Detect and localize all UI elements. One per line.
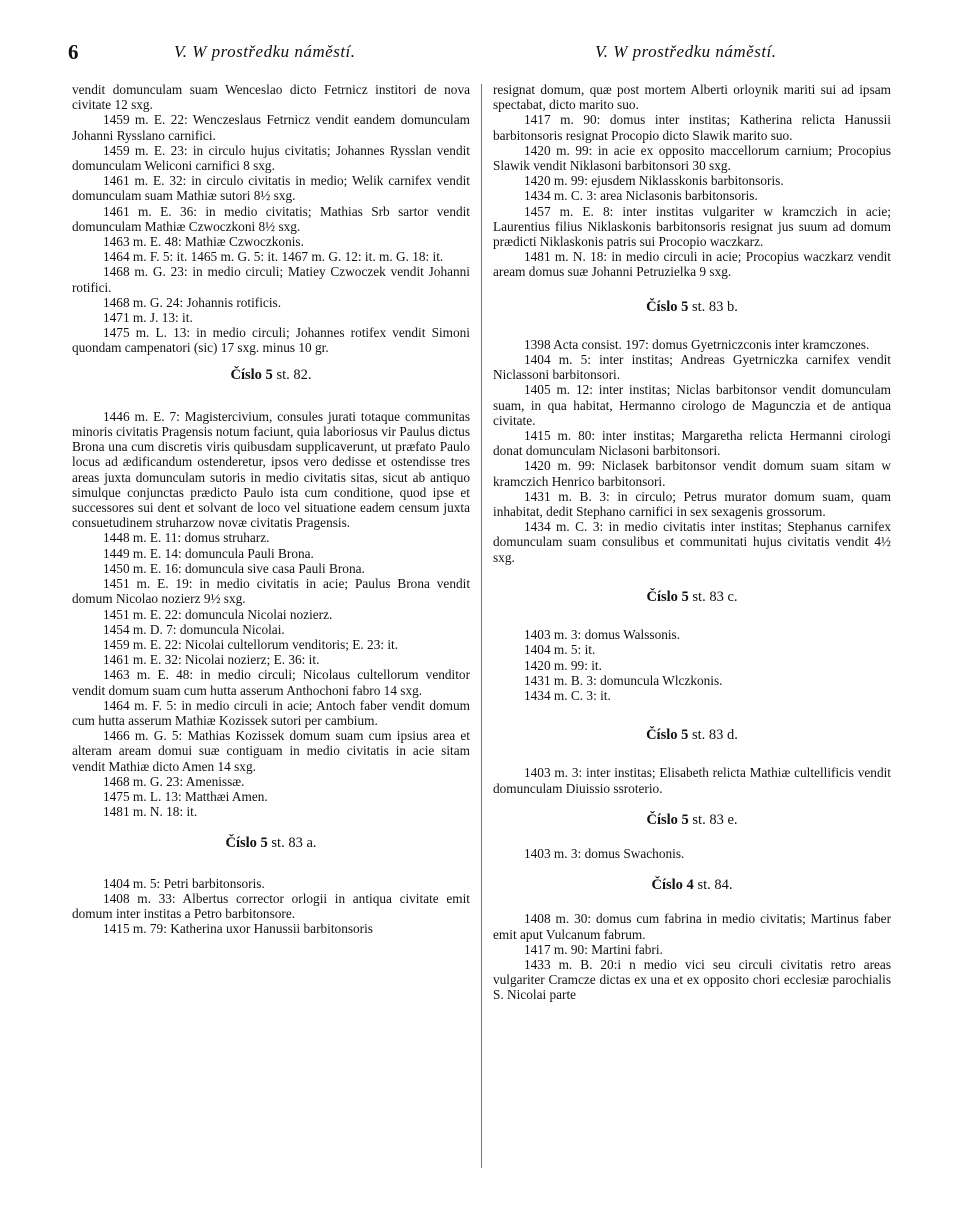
entry-text: in medio civitatis in acie; Paulus Brona vendit domum Nicolao nozierz 9½ sxg. (72, 576, 471, 607)
entry-text: domus cum fabrina in medio civitatis; Martinus faber emit aput Vulcanum fabrum. (493, 911, 891, 942)
entry-text: it. (581, 642, 596, 658)
heading-suffix: st. 83 d. (688, 727, 738, 744)
entry-reference: 1431 m. B. 3: (524, 672, 597, 688)
entry-text: domuncula sive casa Pauli Brona. (181, 560, 365, 576)
entry-paragraph (72, 876, 470, 891)
entry-text: inter institas; Niclas barbitonsor vendit domunculam suam, in qua habitat, Hermanno cirologo de Magunczia et de antiqua civitate. (493, 382, 891, 428)
section-heading (493, 728, 891, 743)
entry-paragraph (72, 82, 470, 112)
entry-paragraph (493, 942, 891, 957)
heading-suffix: st. 84. (693, 877, 733, 894)
entry-paragraph (72, 264, 470, 294)
entry-text: it. (178, 310, 193, 326)
section-heading (493, 878, 891, 893)
entry-paragraph (493, 112, 891, 142)
entry-text: Albertus corrector orlogii in antiqua civitate emit domum inter institas a Petro barbitonsore. (72, 890, 470, 921)
entry-reference: 1451 m. E. 19: (103, 576, 193, 592)
entry-paragraph (72, 789, 470, 804)
entry-reference: 1468 m. G. 23: (103, 264, 188, 280)
entry-reference: 1434 m. C. 3: (524, 519, 604, 535)
entry-text: it. 1465 m. G. 5: it. 1467 m. G. 12: it. m. G. 18: it. (173, 249, 444, 265)
heading-number: Číslo 5 (646, 298, 689, 315)
entry-reference: 1459 m. E. 22: (103, 636, 182, 652)
entry-reference: 1451 m. E. 22: (103, 606, 182, 622)
entry-reference: 1481 m. N. 18: (524, 249, 608, 265)
entry-paragraph (493, 658, 891, 673)
entry-reference: 1398 Acta consist. 197: (524, 336, 649, 352)
entry-paragraph (72, 546, 470, 561)
entry-text: in circulo; Petrus murator domum suam, quam inhabitat, dedit Stephano carnifici in sex sexagenis grossorum. (493, 488, 891, 520)
entry-text: domus Swachonis. (581, 845, 685, 861)
entry-reference: 1481 m. N. 18: (103, 804, 184, 820)
entry-paragraph (493, 188, 891, 203)
section-heading (493, 813, 891, 828)
entry-text: Johannis rotificis. (183, 294, 282, 310)
entry-text: area Niclasonis barbitonsoris. (596, 188, 758, 204)
entry-paragraph (72, 561, 470, 576)
entry-text: in medio circuli in acie; Antoch faber vendit domum cum hutta asserum Mathiæ Kozissek sutori per cambium. (72, 697, 471, 728)
entry-reference: 1449 m. E. 14: (103, 545, 182, 561)
section-heading (72, 368, 470, 383)
entry-text: in circulo hujus civitatis; Johannes Rysslan vendit domunculam Weliconi carnifici 8 sxg. (72, 142, 470, 174)
entry-text: inter institas vulgariter w kramczich in acie; Laurentius filius Niklaskonis barbitonsoris resignat jus suum ad domum prædicti Niklaskonis patris sui Procopio waczkarz. (493, 203, 891, 250)
entry-text: in acie ex opposito maccellorum carnium; Procopius Slawik vendit Niklasoni barbitonsori 30 sxg. (493, 142, 891, 174)
entry-text: inter institas; Andreas Gyetrniczka carnifex vendit Niclassoni barbitonsori. (493, 352, 891, 383)
entry-paragraph (493, 957, 891, 1003)
entry-reference: 1434 m. C. 3: (524, 188, 597, 204)
entry-text: it. (183, 804, 198, 820)
column-divider (481, 84, 482, 1168)
entry-reference: 1417 m. 90: (524, 112, 601, 128)
entry-reference: 1468 m. G. 24: (103, 294, 184, 310)
entry-text: Petri barbitonsoris. (160, 875, 265, 891)
heading-suffix: st. 83 a. (267, 835, 317, 852)
entry-paragraph (72, 143, 470, 173)
entry-reference: 1457 m. E. 8: (524, 203, 614, 219)
entry-text: inter institas; Margaretha relicta Hermanni cirologi donat domunculam Niclasoni barbitonsori. (493, 428, 891, 459)
entry-reference: 1433 m. B. 20: (524, 956, 618, 972)
entry-reference: 1420 m. 99: (524, 173, 588, 189)
entry-text: in medio circuli; Nicolaus cultellorum venditor vendit domum suam cum hutta asserum Anthochoni fabro 14 sxg. (72, 667, 470, 698)
entry-reference: 1417 m. 90: (524, 941, 588, 957)
entry-paragraph (72, 295, 470, 310)
entry-reference: 1408 m. 33: (103, 890, 176, 906)
entry-reference: 1450 m. E. 16: (103, 560, 182, 576)
heading-number: Číslo 5 (646, 727, 689, 744)
entry-reference: 1431 m. B. 3: (524, 488, 610, 504)
entry-paragraph (72, 652, 470, 667)
entry-reference: 1404 m. 5: (524, 642, 582, 658)
entry-reference: 1403 m. 3: (524, 627, 582, 643)
heading-suffix: st. 82. (272, 366, 312, 383)
running-head-left: V. W prostředku náměstí. (174, 42, 356, 61)
entry-paragraph (72, 112, 470, 142)
heading-suffix: st. 83 e. (688, 811, 738, 828)
entry-text: Niclasek barbitonsor vendit domum suam sitam w kramczich Henrico barbitonsori. (493, 458, 891, 489)
entry-reference: 1461 m. E. 32: (103, 652, 182, 668)
entry-text: in medio circuli in acie; Procopius waczkarz vendit aream domus suæ Johanni Petruzielka 9 sxg. (493, 249, 891, 280)
entry-text: vendit domunculam suam Wenceslao dicto Fetrnicz institori de nova civitate 12 sxg. (72, 82, 470, 113)
entry-paragraph (72, 698, 470, 728)
running-header (68, 40, 892, 70)
entry-paragraph (493, 82, 891, 112)
heading-number: Číslo 5 (646, 811, 689, 828)
section-heading (493, 590, 891, 605)
entry-paragraph (72, 310, 470, 325)
entry-text: domus inter institas; Katherina relicta Hanussii barbitonsoris resignat Procopio dicto Slawik marito suo. (493, 112, 891, 143)
entry-reference: 1464 m. F. 5: (103, 697, 177, 713)
entry-reference: 1459 m. E. 23: (103, 142, 188, 158)
entry-paragraph (72, 204, 470, 234)
entry-paragraph (72, 637, 470, 652)
entry-reference: 1475 m. L. 13: (103, 788, 182, 804)
heading-number: Číslo 4 (651, 877, 694, 894)
entry-text: Mathiæ Czwoczkonis. (181, 234, 304, 250)
entry-text: domus Gyetrniczconis inter kramczones. (648, 336, 870, 352)
entry-paragraph (72, 234, 470, 249)
entry-text: it. (596, 687, 611, 703)
entry-reference: 1461 m. E. 36: (103, 203, 197, 219)
entry-paragraph (493, 688, 891, 703)
entry-reference: 1463 m. E. 48: (103, 667, 194, 683)
entry-reference: 1464 m. F. 5: (103, 249, 174, 265)
entry-text: Nicolai nozierz; E. 36: it. (181, 652, 320, 668)
entry-text: in circulo civitatis in medio; Welik carnifex vendit domunculam suam Mathiæ sutori 8½ sxg. (72, 173, 470, 204)
entry-paragraph (493, 204, 891, 250)
entry-reference: 1404 m. 5: (524, 352, 591, 368)
entry-text: domuncula Nicolai nozierz. (181, 606, 333, 622)
heading-suffix: st. 83 c. (688, 588, 738, 605)
entry-reference: 1471 m. J. 13: (103, 310, 179, 326)
entry-paragraph (72, 728, 470, 774)
entry-paragraph (493, 428, 891, 458)
entry-paragraph (493, 846, 891, 861)
entry-reference: 1403 m. 3: (524, 845, 582, 861)
entry-reference: 1415 m. 79: (103, 921, 167, 937)
page-number: 6 (68, 40, 79, 64)
running-head-right: V. W prostředku náměstí. (595, 42, 777, 61)
entry-paragraph (493, 173, 891, 188)
entry-paragraph (493, 642, 891, 657)
entry-paragraph (493, 489, 891, 519)
entry-paragraph (493, 673, 891, 688)
section-heading (72, 836, 470, 851)
entry-text: it. (587, 657, 602, 673)
entry-paragraph (493, 519, 891, 565)
entry-paragraph (72, 576, 470, 606)
entry-text: domuncula Nicolai. (176, 621, 285, 637)
entry-reference: 1404 m. 5: (103, 875, 161, 891)
entry-paragraph (72, 774, 470, 789)
entry-reference: 1403 m. 3: (524, 765, 583, 781)
heading-suffix: st. 83 b. (688, 298, 738, 315)
entry-paragraph (493, 458, 891, 488)
entry-text: domus struharz. (181, 530, 270, 546)
entry-paragraph (72, 173, 470, 203)
entry-text: Wenczeslaus Fetrnicz vendit eandem domunculam Johanni Rysslano carnifici. (72, 112, 470, 143)
entry-reference: 1415 m. 80: (524, 428, 596, 444)
entry-text: Amenissæ. (183, 773, 245, 789)
entry-text: inter institas; Elisabeth relicta Mathiæ cultellificis vendit domunculam Diuissio ssroterio. (493, 765, 891, 796)
entry-reference: 1446 m. E. 7: (103, 408, 180, 424)
left-column (72, 82, 470, 936)
entry-paragraph (493, 911, 891, 941)
entry-text: resignat domum, quæ post mortem Alberti orloynik mariti sui ad ipsam spectabat, dicto marito suo. (493, 82, 891, 113)
right-column (493, 82, 891, 1003)
entry-paragraph (493, 337, 891, 352)
entry-paragraph (493, 765, 891, 795)
entry-text: domus Walssonis. (581, 627, 681, 643)
entry-paragraph (493, 143, 891, 173)
entry-paragraph (72, 607, 470, 622)
entry-text: Martini fabri. (587, 941, 663, 957)
entry-text: in medio circuli; Johannes rotifex vendit Simoni quondam campenatori (sic) 17 sxg. minus 10 gr. (72, 325, 470, 356)
entry-reference: 1461 m. E. 32: (103, 173, 187, 189)
entry-reference: 1459 m. E. 22: (103, 112, 188, 128)
entry-reference: 1420 m. 99: (524, 657, 588, 673)
entry-text: in medio civitatis; Mathias Srb sartor vendit domunculam Mathiæ Czwoczkoni 8½ sxg. (72, 203, 471, 234)
entry-reference: 1468 m. G. 23: (103, 773, 184, 789)
entry-reference: 1408 m. 30: (524, 911, 592, 927)
heading-number: Číslo 5 (230, 366, 273, 383)
entry-paragraph (493, 352, 891, 382)
entry-text: i n medio vici seu circuli civitatis retro areas vulgariter Cramcze dictas ex una et ex opposito chori ecclesiæ parochialis S. Nicolai parte (493, 956, 891, 1003)
entry-paragraph (72, 804, 470, 819)
entry-paragraph (72, 921, 470, 936)
entry-reference: 1405 m. 12: (524, 382, 593, 398)
heading-number: Číslo 5 (225, 835, 268, 852)
entry-text: in medio civitatis inter institas; Stephanus carnifex domunculam suam consulibus et communitati hujus civitatis vendit 4½ sxg. (493, 519, 891, 565)
entry-text: Mathias Kozissek domum suam cum ipsius area et alteram aream domui suæ contiguam in medio civitatis in acie sitam vendit Mathiæ dicto Amen 14 sxg. (72, 728, 470, 774)
entry-text: domuncula Pauli Brona. (181, 545, 314, 561)
entry-reference: 1454 m. D. 7: (103, 621, 177, 637)
entry-reference: 1434 m. C. 3: (524, 687, 597, 703)
entry-paragraph (493, 627, 891, 642)
entry-reference: 1420 m. 99: (524, 458, 596, 474)
entry-paragraph (72, 891, 470, 921)
entry-text: domuncula Wlczkonis. (596, 672, 723, 688)
section-heading (493, 300, 891, 315)
entry-paragraph (72, 667, 470, 697)
entry-reference: 1475 m. L. 13: (103, 325, 191, 341)
entry-text: Magistercivium, consules jurati totaque communitas minoris civitatis Pragensis notum faciunt, quia laboriosus vir Paulus dictus Brona una cum discretis viris quibusdam supplicaverunt, ut præfato Paulo locus ad ædificandum ostenderetur, ipsos vero dedisse et ostendisse tres areas juxta domunculam sutoris in medio civitatis sitas, sicut ab antiquo simulque conjunctas prædicto Paulo ista cum conditione, quod ipse et successores sui dent et solvant de loco vel situatione eadem censum juxta consuetudinem struharzow novæ civitatis Pragensis. (72, 408, 470, 531)
entry-reference: 1466 m. G. 5: (103, 728, 183, 744)
entry-reference: 1463 m. E. 48: (103, 234, 182, 250)
entry-text: Katherina uxor Hanussii barbitonsoris (166, 921, 373, 937)
entry-paragraph (72, 409, 470, 531)
heading-number: Číslo 5 (646, 588, 689, 605)
entry-text: Matthæi Amen. (181, 788, 268, 804)
entry-text: ejusdem Niklasskonis barbitonsoris. (587, 173, 784, 189)
entry-paragraph (72, 622, 470, 637)
entry-reference: 1420 m. 99: (524, 142, 593, 158)
entry-paragraph (493, 249, 891, 279)
entry-paragraph (72, 249, 470, 264)
entry-text: in medio circuli; Matiey Czwoczek vendit Johanni rotifici. (72, 264, 470, 295)
entry-paragraph (72, 325, 470, 355)
entry-text: Nicolai cultellorum venditoris; E. 23: it. (181, 636, 399, 652)
entry-paragraph (493, 382, 891, 428)
entry-paragraph (72, 530, 470, 545)
entry-reference: 1448 m. E. 11: (103, 530, 182, 546)
